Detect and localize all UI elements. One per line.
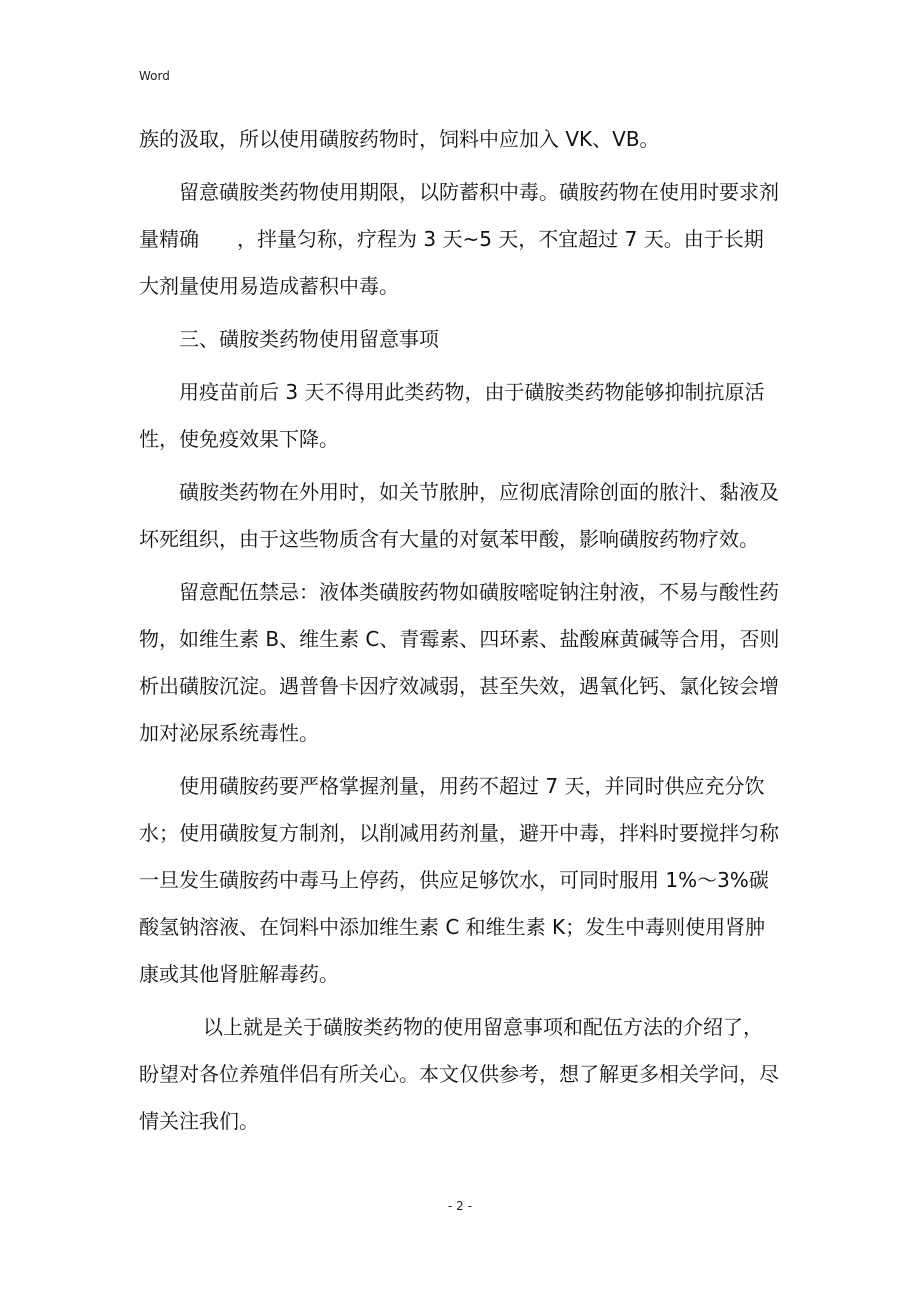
paragraph-2 [139, 169, 781, 310]
section-heading: 三、磺胺类药物使用留意事项 [179, 327, 439, 351]
paragraph-5: 留意配伍禁忌：液体类磺胺药物如磺胺嘧啶钠注射液，不易与酸性药物，如维生素 B、维生素 C、青霉素、四环素、盐酸麻黄碱等合用，否则析出磺胺沉淀。遇普鲁卡因疗效减弱，甚至失效，遇氧化钙、氯化铵会增加对泌尿系统毒性。 [139, 580, 780, 745]
paragraph-4: 磺胺类药物在外用时，如关节脓肿，应彻底清除创面的脓汁、黏液及坏死组织，由于这些物质含有大量的对氨苯甲酸，影响磺胺药物疗效。 [139, 480, 779, 551]
page-number: - 2 - [448, 1199, 472, 1213]
paragraph-2-part-b: ，拌量匀称，疗程为 3 天~5 天，不宜超过 7 天。由于长期大剂量使用易造成蓄积中毒。 [139, 227, 764, 298]
document-content [139, 116, 781, 1151]
paragraph-6: 使用磺胺药要严格掌握剂量，用药不超过 7 天，并同时供应充分饮水；使用磺胺复方制剂，以削减用药剂量，避开中毒，拌料时要搅拌匀称一旦发生磺胺药中毒马上停药，供应足够饮水，可同时服用 1%～3%碳酸氢钠溶液、在饲料中添加维生素 C 和维生素 K；发生中毒则使用肾肿康或其他肾脏解毒药。 [139, 774, 779, 986]
paragraph-2-part-a: 留意磺胺类药物使用期限，以防蓄积中毒。磺胺药物在使用时要求剂量精确 [139, 180, 779, 251]
paragraph-3: 用疫苗前后 3 天不得用此类药物，由于磺胺类药物能够抑制抗原活性，使免疫效果下降。 [139, 380, 765, 451]
paragraph-1: 族的汲取，所以使用磺胺药物时，饲料中应加入 VK、VB。 [139, 127, 660, 151]
paragraph-7: 以上就是关于磺胺类药物的使用留意事项和配伍方法的介绍了，盼望对各位养殖伴侣有所关心。本文仅供参考，想了解更多相关学问，尽情关注我们。 [139, 1015, 779, 1133]
header-label: Word [139, 69, 170, 83]
